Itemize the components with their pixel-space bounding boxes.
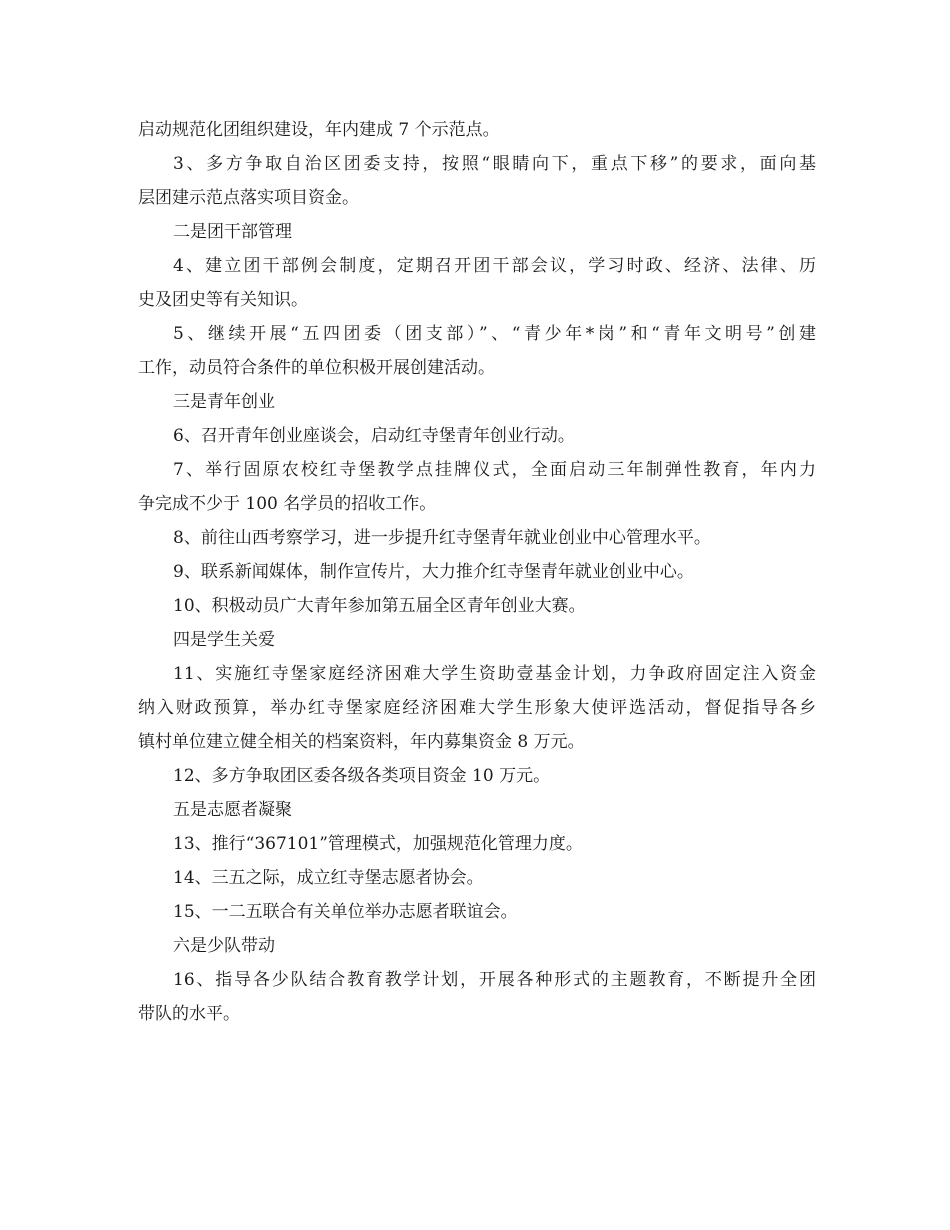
text-line: 史及团史等有关知识。 [138,290,308,310]
section-heading: 五是志愿者凝聚 [173,800,292,820]
text-line: 6、召开青年创业座谈会，启动红寺堡青年创业行动。 [173,426,575,446]
text-line: 镇村单位建立健全相关的档案资料，年内募集资金 8 万元。 [138,732,585,752]
text-line: 13、推行“367101”管理模式，加强规范化管理力度。 [173,834,583,854]
text-line: 16、指导各少队结合教育教学计划，开展各种形式的主题教育，不断提升全团 [173,970,816,990]
text-line: 14、三五之际，成立红寺堡志愿者协会。 [173,868,484,888]
text-line: 纳入财政预算，举办红寺堡家庭经济困难大学生形象大使评选活动，督促指导各乡 [138,698,816,718]
section-heading: 四是学生关爱 [173,630,275,650]
section-heading: 三是青年创业 [173,392,275,412]
text-line: 层团建示范点落实项目资金。 [138,188,359,208]
text-line: 启动规范化团组织建设，年内建成 7 个示范点。 [138,120,500,140]
text-line: 8、前往山西考察学习，进一步提升红寺堡青年就业创业中心管理水平。 [173,528,711,548]
text-line: 10、积极动员广大青年参加第五届全区青年创业大赛。 [173,596,586,616]
text-line: 12、多方争取团区委各级各类项目资金 10 万元。 [173,766,551,786]
text-line: 15、一二五联合有关单位举办志愿者联谊会。 [173,902,518,922]
text-line: 11、实施红寺堡家庭经济困难大学生资助壹基金计划，力争政府固定注入资金 [173,664,816,684]
text-line: 4、建立团干部例会制度，定期召开团干部会议，学习时政、经济、法律、历 [173,256,816,276]
text-line: 9、联系新闻媒体，制作宣传片，大力推介红寺堡青年就业创业中心。 [173,562,694,582]
document-body [138,113,816,1031]
text-line: 3、多方争取自治区团委支持，按照“眼睛向下，重点下移”的要求，面向基 [173,154,816,174]
section-heading: 六是少队带动 [173,936,275,956]
text-line: 争完成不少于 100 名学员的招收工作。 [138,494,437,514]
text-line: 5、继续开展“五四团委（团支部）”、“青少年*岗”和“青年文明号”创建 [173,324,816,344]
section-heading: 二是团干部管理 [173,222,292,242]
text-line: 7、举行固原农校红寺堡教学点挂牌仪式，全面启动三年制弹性教育，年内力 [173,460,816,480]
text-line: 带队的水平。 [138,1004,240,1024]
text-line: 工作，动员符合条件的单位积极开展创建活动。 [138,358,495,378]
